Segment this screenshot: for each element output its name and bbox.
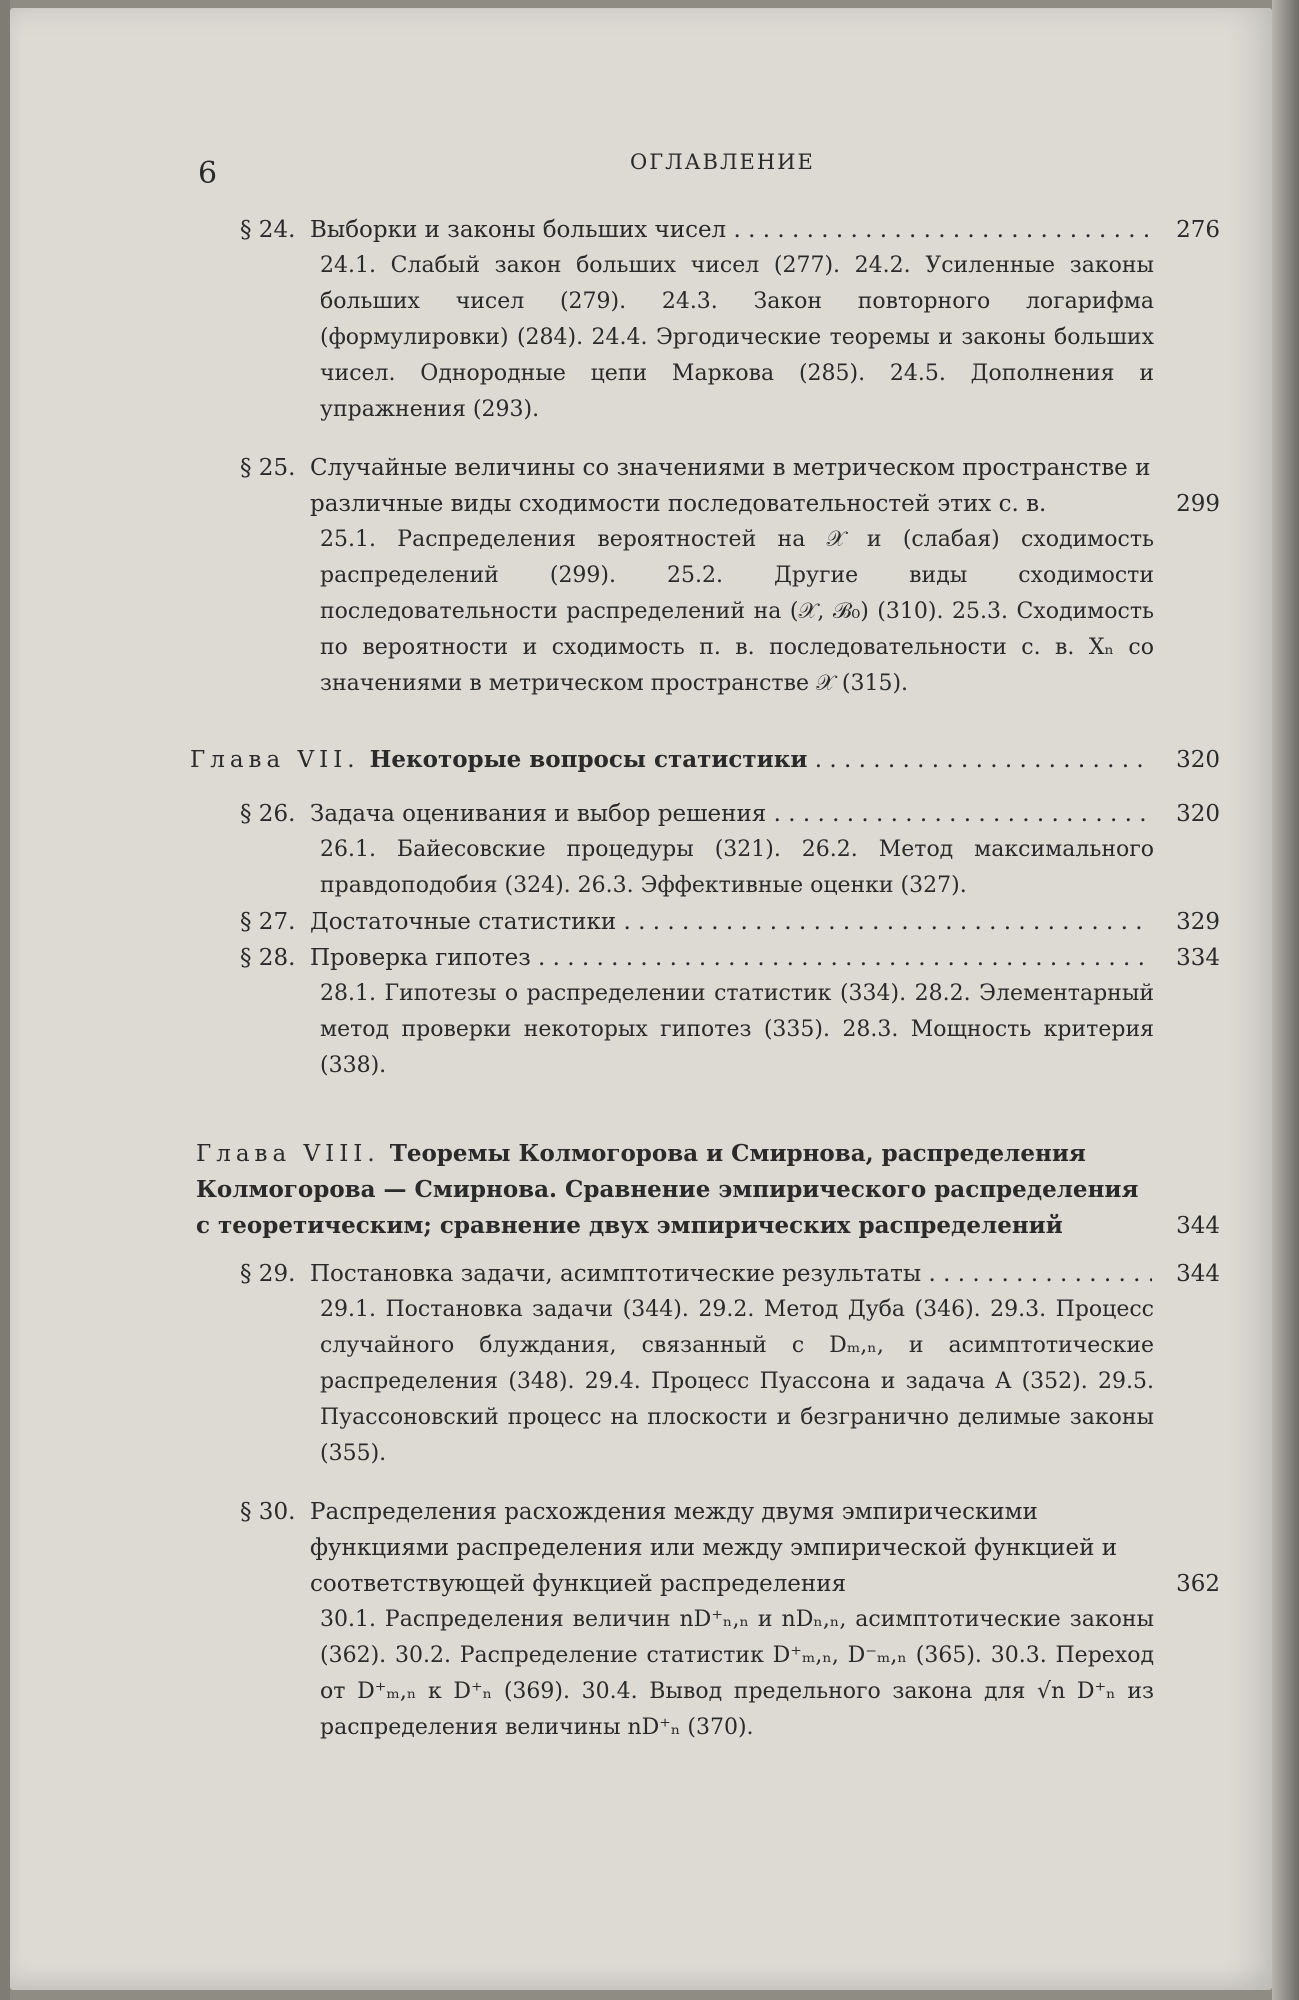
section-title: Достаточные статистики . . . [310, 904, 1152, 940]
chapter-8 [196, 1136, 1220, 1244]
book-spine [1272, 0, 1299, 2000]
chapter-title: Теоремы Колмогорова и Смирнова, распределения Колмогорова — Смирнова. Сравнение эмпирического распределения с теоретическим; сравнение двух эмпирических распределений [196, 1140, 1139, 1239]
chapter-label: Глава VII. [190, 747, 360, 773]
chapter-7 [190, 742, 1220, 778]
toc [190, 212, 1220, 1746]
toc-entry-25 [200, 450, 1220, 522]
chapter-page: 320 [1176, 747, 1220, 773]
section-title: Выборки и законы больших чисел . . . [310, 212, 1152, 248]
section-desc: 24.1. Слабый закон больших чисел (277). 24.2. Усиленные законы больших чисел (279). 24.3. Закон повторного логарифма (формулировки) (284). 24.4. Эргодические теоремы и законы больших чисел. Однородные цепи Маркова (285). 24.5. Дополнения и упражнения (293). [320, 253, 1154, 422]
toc-entry-29 [200, 1256, 1220, 1292]
section-page: 334 [1176, 945, 1220, 971]
section-marker: § 28. [240, 945, 296, 971]
book-page [10, 8, 1272, 1990]
section-page: 329 [1176, 909, 1220, 935]
toc-entry-27 [200, 904, 1220, 940]
section-marker: § 26. [240, 801, 296, 827]
toc-entry-26 [200, 796, 1220, 832]
section-desc: 26.1. Байесовские процедуры (321). 26.2. Метод максимального правдоподобия (324). 26.3. Эффективные оценки (327). [320, 837, 1154, 898]
section-desc: 28.1. Гипотезы о распределении статистик (334). 28.2. Элементарный метод проверки некоторых гипотез (335). 28.3. Мощность критерия (338). [320, 981, 1154, 1078]
section-page: 276 [1176, 217, 1220, 243]
section-title: Постановка задачи, асимптотические результаты . . . [310, 1256, 1152, 1292]
section-page: 344 [1176, 1261, 1220, 1287]
chapter-page: 344 [1176, 1213, 1220, 1239]
section-desc: 29.1. Постановка задачи (344). 29.2. Метод Дуба (346). 29.3. Процесс случайного блуждания, связанный с Dₘ,ₙ, и асимптотические распределения (348). 29.4. Процесс Пуассона и задача A (352). 29.5. Пуассоновский процесс на плоскости и безгранично делимые законы (355). [320, 1297, 1154, 1466]
section-title: Случайные величины со значениями в метрическом пространстве и различные виды сходимости последовательностей этих с. в. [310, 455, 1151, 517]
section-desc: 30.1. Распределения величин nD⁺ₙ,ₙ и nDₙ,ₙ, асимптотические законы (362). 30.2. Распределение статистик D⁺ₘ,ₙ, D⁻ₘ,ₙ (365). 30.3. Переход от D⁺ₘ,ₙ к D⁺ₙ (369). 30.4. Вывод предельного закона для √n D⁺ₙ из распределения величины nD⁺ₙ (370). [320, 1607, 1154, 1740]
section-title: Проверка гипотез . . . [310, 940, 1152, 976]
chapter-title: Некоторые вопросы статистики [369, 746, 808, 773]
section-desc: 25.1. Распределения вероятностей на 𝒳 и (слабая) сходимость распределений (299). 25.2. Другие виды сходимости последовательности распределений на (𝒳, ℬ₀) (310). 25.3. Сходимость по вероятности и сходимость п. в. последовательности с. в. Xₙ со значениями в метрическом пространстве 𝒳 (315). [320, 527, 1154, 696]
section-page: 299 [1176, 491, 1220, 517]
section-page: 320 [1176, 801, 1220, 827]
section-title: Задача оценивания и выбор решения . . . [310, 796, 1152, 832]
left-edge [0, 0, 10, 2000]
section-marker: § 27. [240, 909, 296, 935]
toc-entry-30 [200, 1494, 1220, 1602]
section-marker: § 25. [240, 455, 296, 481]
section-title: Распределения расхождения между двумя эмпирическими функциями распределения или между эмпирической функцией и соответствующей функцией распределения [310, 1499, 1118, 1597]
running-header: ОГЛАВЛЕНИЕ [630, 150, 815, 174]
toc-entry-24 [200, 212, 1220, 248]
section-marker: § 24. [240, 217, 296, 243]
section-page: 362 [1176, 1571, 1220, 1597]
toc-entry-28 [200, 940, 1220, 976]
section-marker: § 29. [240, 1261, 296, 1287]
page-number: 6 [198, 156, 218, 191]
chapter-label: Глава VIII. [196, 1141, 380, 1167]
section-marker: § 30. [240, 1499, 296, 1525]
